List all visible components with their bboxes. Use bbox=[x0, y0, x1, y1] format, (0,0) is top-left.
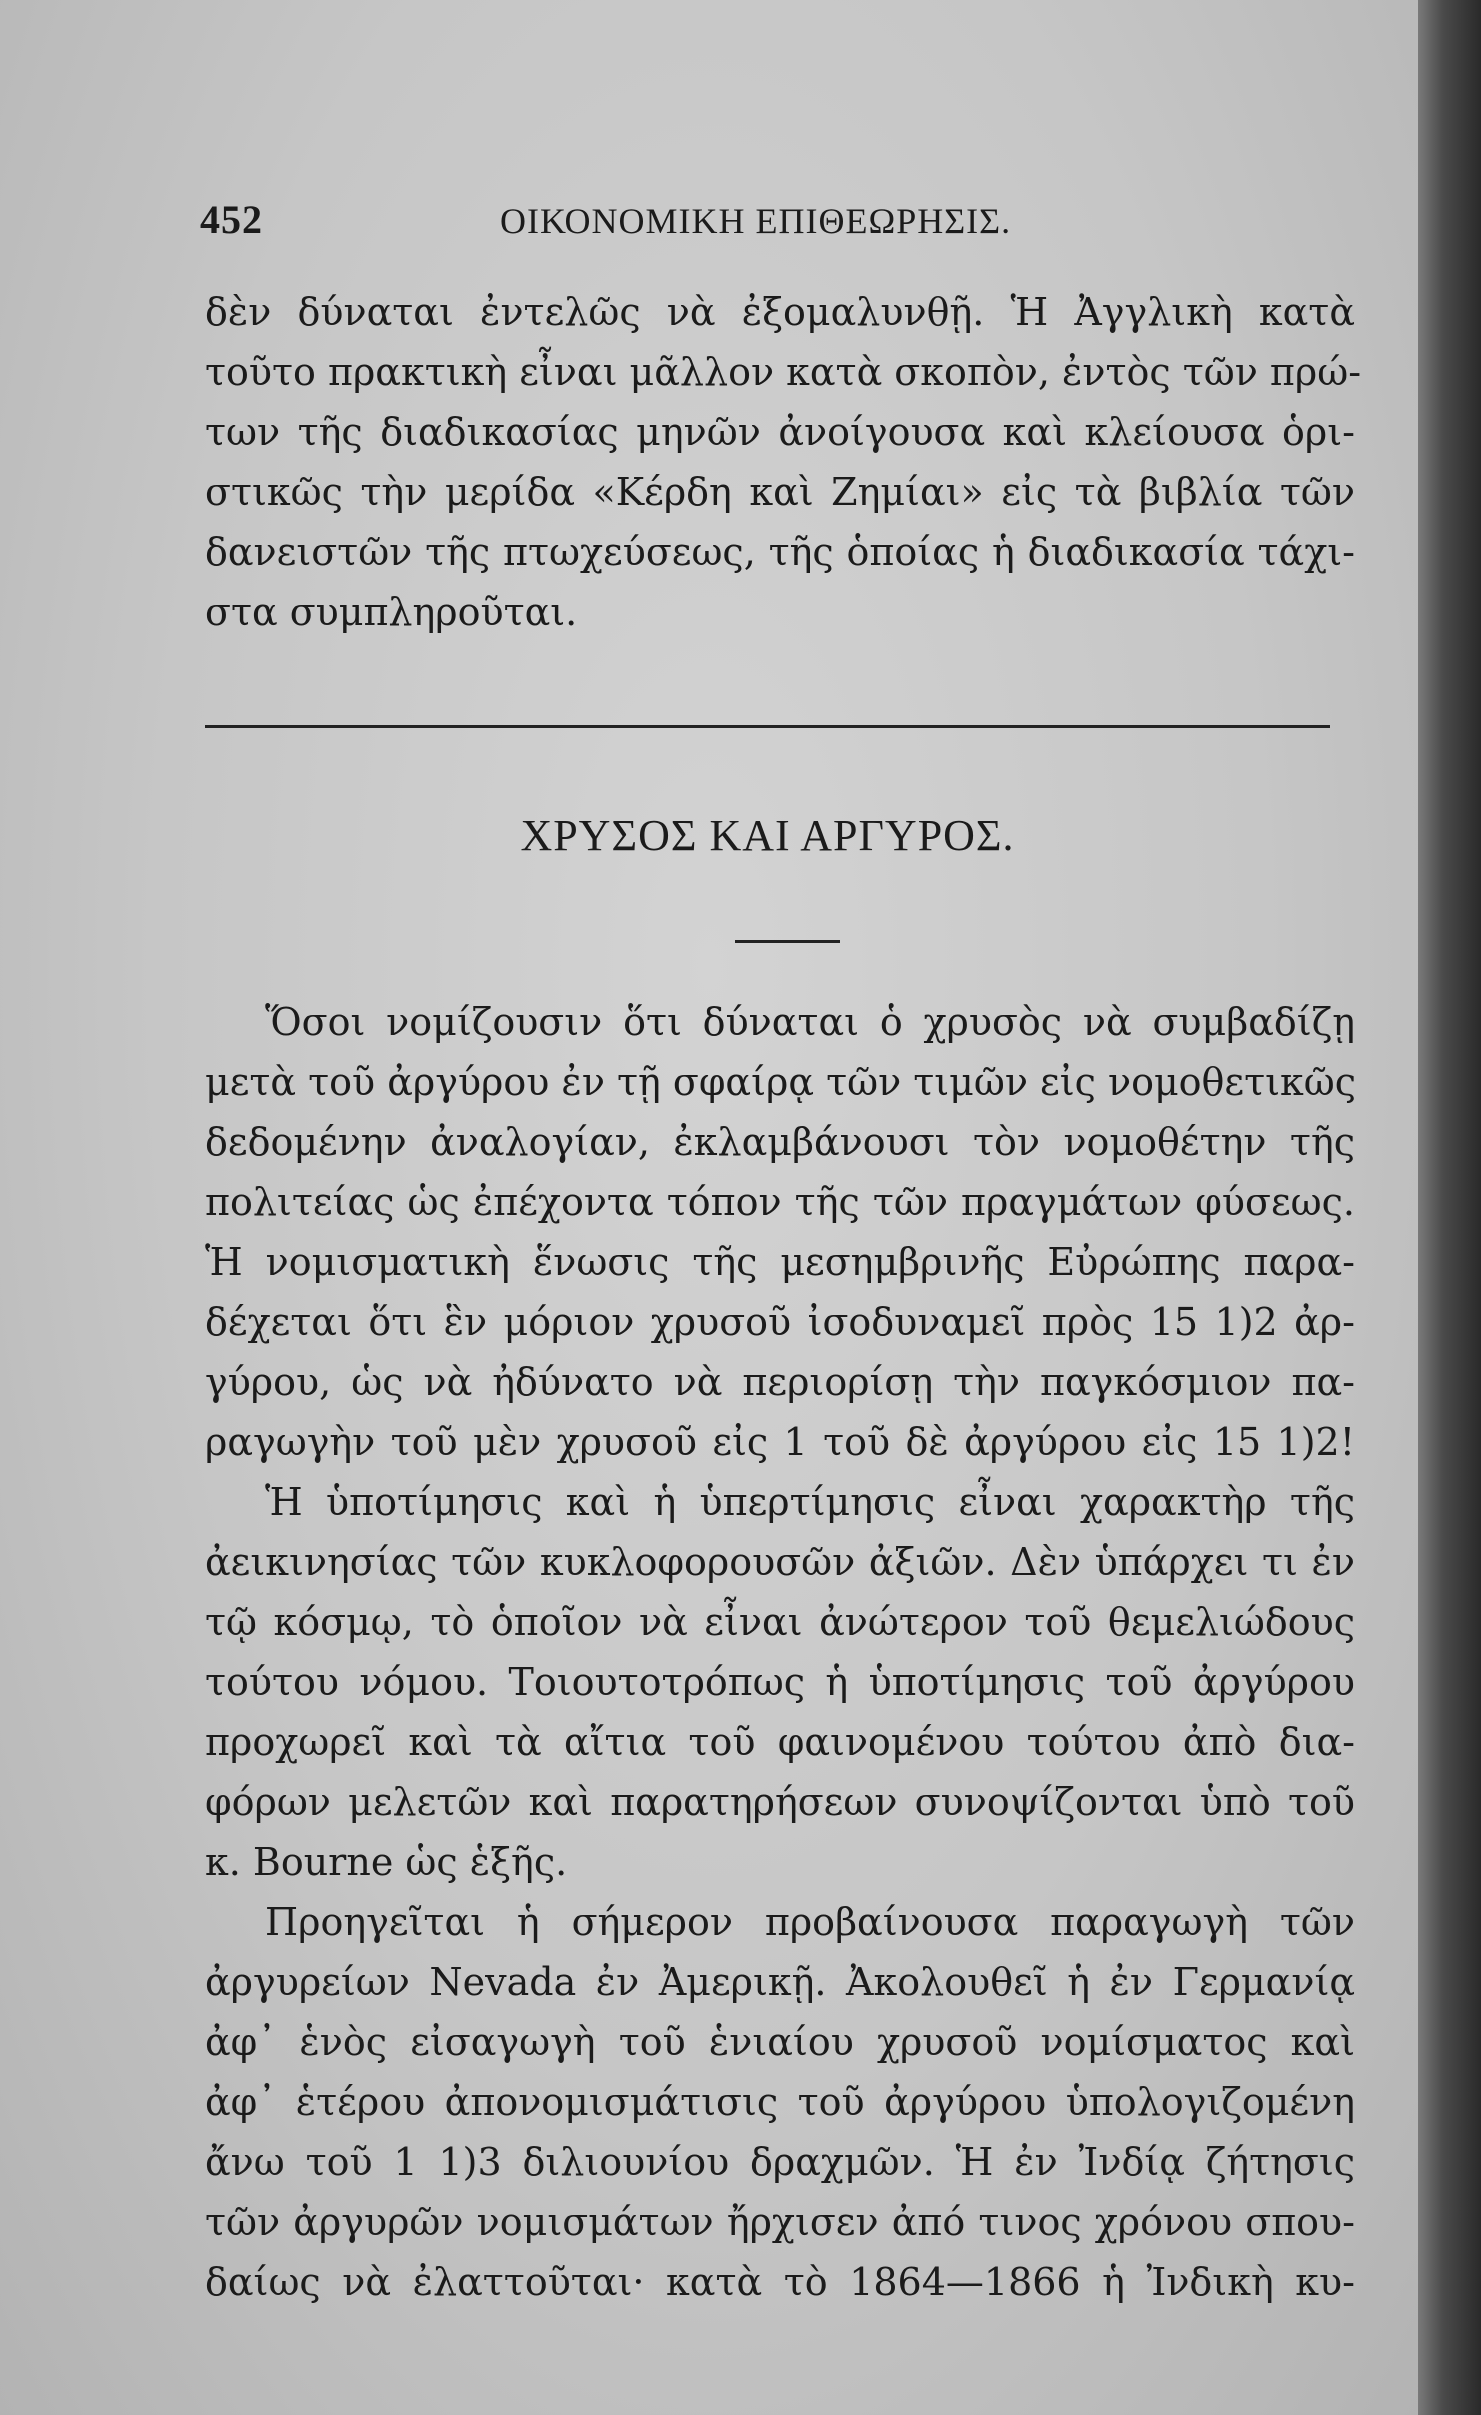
page-number: 452 bbox=[200, 197, 263, 242]
running-title: ΟΙΚΟΝΟΜΙΚΗ ΕΠΙΘΕΩΡΗΣΙΣ. bbox=[500, 201, 1012, 241]
text-line: προχωρεῖ καὶ τὰ αἴτια τοῦ φαινομένου τούτου ἀπὸ δια- bbox=[205, 1720, 1355, 1764]
section-divider-rule bbox=[205, 725, 1330, 728]
text-line: δανειστῶν τῆς πτωχεύσεως, τῆς ὁποίας ἡ διαδικασία τάχι- bbox=[205, 530, 1355, 574]
text-line: Ἡ νομισματικὴ ἕνωσις τῆς μεσημβρινῆς Εὐρώπης παρα- bbox=[205, 1240, 1355, 1284]
text-line: των τῆς διαδικασίας μηνῶν ἀνοίγουσα καὶ κλείουσα ὁρι- bbox=[205, 410, 1355, 454]
text-line: κ. Bourne ὡς ἑξῆς. bbox=[205, 1840, 568, 1884]
text-line: ἀφ᾽ ἑνὸς εἰσαγωγὴ τοῦ ἑνιαίου χρυσοῦ νομίσματος καὶ bbox=[205, 2020, 1355, 2064]
text-line: στικῶς τὴν μερίδα «Κέρδη καὶ Ζημίαι» εἰς τὰ βιβλία τῶν bbox=[205, 470, 1355, 514]
text-line: δὲν δύναται ἐντελῶς νὰ ἐξομαλυνθῇ. Ἡ Ἀγγλικὴ κατὰ bbox=[205, 290, 1355, 334]
text-line: στα συμπληροῦται. bbox=[205, 590, 578, 634]
running-head bbox=[200, 196, 1330, 256]
text-line: δεδομένην ἀναλογίαν, ἐκλαμβάνουσι τὸν νομοθέτην τῆς bbox=[205, 1120, 1355, 1164]
section-body bbox=[205, 992, 1355, 2312]
text-line: τούτου νόμου. Τοιουτοτρόπως ἡ ὑποτίμησις τοῦ ἀργύρου bbox=[205, 1660, 1355, 1704]
heading-underline-rule bbox=[735, 940, 840, 943]
text-line: πολιτείας ὡς ἐπέχοντα τόπον τῆς τῶν πραγμάτων φύσεως. bbox=[205, 1180, 1355, 1224]
section-heading: ΧΡΥΣΟΣ ΚΑΙ ΑΡΓΥΡΟΣ. bbox=[520, 811, 1015, 860]
text-line: φόρων μελετῶν καὶ παρατηρήσεων συνοψίζονται ὑπὸ τοῦ bbox=[205, 1780, 1355, 1824]
text-line: Προηγεῖται ἡ σήμερον προβαίνουσα παραγωγὴ τῶν bbox=[265, 1900, 1355, 1944]
text-line: Ἡ ὑποτίμησις καὶ ἡ ὑπερτίμησις εἶναι χαρακτὴρ τῆς bbox=[265, 1480, 1355, 1524]
text-line: ἄνω τοῦ 1 1)3 διλιουνίου δραχμῶν. Ἡ ἐν Ἰνδίᾳ ζήτησις bbox=[205, 2140, 1355, 2184]
intro-paragraph bbox=[205, 282, 1362, 642]
text-line: ἀεικινησίας τῶν κυκλοφορουσῶν ἀξιῶν. Δὲν ὑπάρχει τι ἐν bbox=[205, 1540, 1355, 1584]
text-line: μετὰ τοῦ ἀργύρου ἐν τῇ σφαίρᾳ τῶν τιμῶν εἰς νομοθετικῶς bbox=[205, 1060, 1357, 1104]
text-line: Ὅσοι νομίζουσιν ὅτι δύναται ὁ χρυσὸς νὰ συμβαδίζῃ bbox=[265, 1000, 1355, 1044]
text-line: ἀργυρείων Nevada ἐν Ἀμερικῇ. Ἀκολουθεῖ ἡ ἐν Γερμανίᾳ bbox=[205, 1960, 1355, 2004]
text-line: δέχεται ὅτι ἓν μόριον χρυσοῦ ἰσοδυναμεῖ πρὸς 15 1)2 ἀρ- bbox=[205, 1300, 1355, 1344]
text-line: δαίως νὰ ἐλαττοῦται· κατὰ τὸ 1864—1866 ἡ Ἰνδικὴ κυ- bbox=[205, 2260, 1355, 2304]
text-line: ραγωγὴν τοῦ μὲν χρυσοῦ εἰς 1 τοῦ δὲ ἀργύρου εἰς 15 1)2! bbox=[205, 1420, 1355, 1464]
text-line: ἀφ᾽ ἑτέρου ἀπονομισμάτισις τοῦ ἀργύρου ὑπολογιζομένη bbox=[205, 2080, 1355, 2124]
book-spine-shadow bbox=[1418, 0, 1481, 2415]
text-line: τῶν ἀργυρῶν νομισμάτων ἤρχισεν ἀπό τινος χρόνου σπου- bbox=[205, 2200, 1355, 2244]
text-line: τῷ κόσμῳ, τὸ ὁποῖον νὰ εἶναι ἀνώτερον τοῦ θεμελιώδους bbox=[205, 1600, 1355, 1644]
text-line: γύρου, ὡς νὰ ἠδύνατο νὰ περιορίσῃ τὴν παγκόσμιον πα- bbox=[205, 1360, 1355, 1404]
text-line: τοῦτο πρακτικὴ εἶναι μᾶλλον κατὰ σκοπὸν, ἐντὸς τῶν πρώ- bbox=[205, 350, 1362, 394]
